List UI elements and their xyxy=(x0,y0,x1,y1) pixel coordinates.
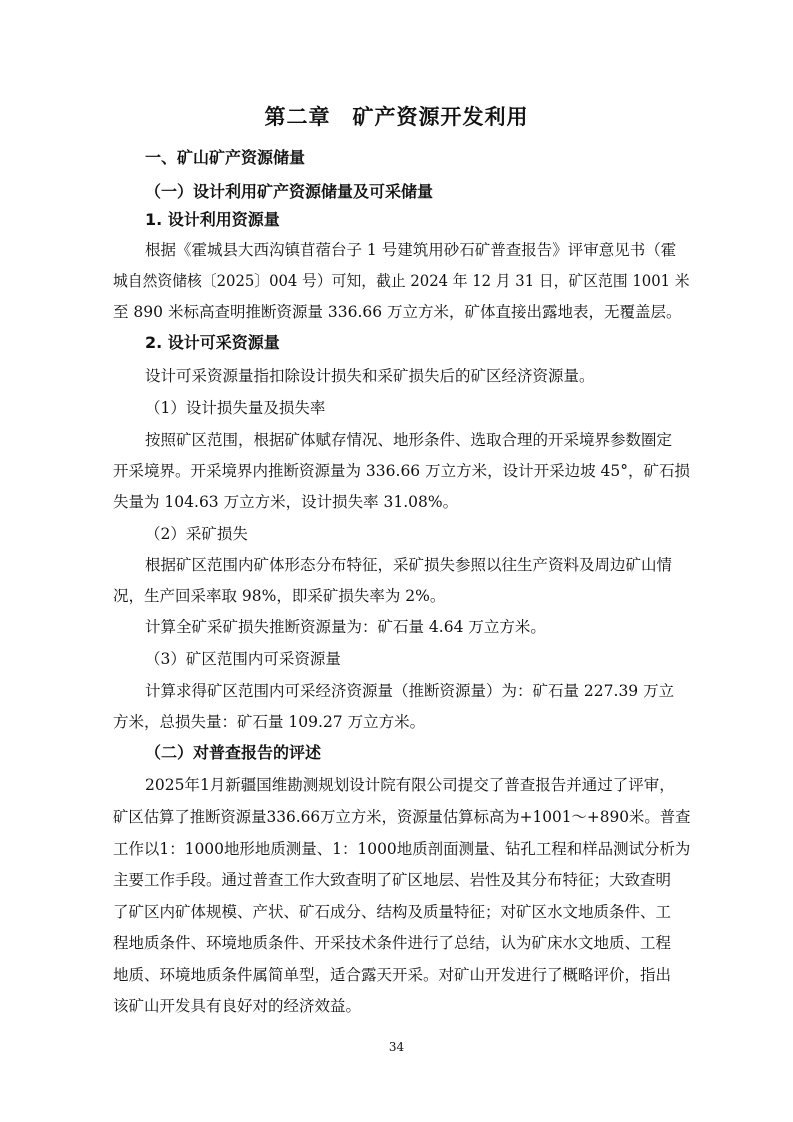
paragraph-line: 计算求得矿区范围内可采经济资源量（推断资源量）为：矿石量 227.39 万立 xyxy=(145,682,675,700)
item-title-mining-loss: （2）采矿损失 xyxy=(145,525,248,543)
paragraph-line: 况，生产回采率取 98%，即采矿损失率为 2%。 xyxy=(113,587,446,605)
section-heading-reserves: 一、矿山矿产资源储量 xyxy=(145,148,306,167)
paragraph-line: 2025年1月新疆国维勘测规划设计院有限公司提交了普查报告并通过了评审， xyxy=(145,776,675,794)
paragraph-line: 方米，总损失量：矿石量 109.27 万立方米。 xyxy=(113,713,426,731)
paragraph-line: 至 890 米标高查明推断资源量 336.66 万立方米，矿体直接出露地表，无覆盖层。 xyxy=(113,303,682,321)
paragraph-line: 设计可采资源量指扣除设计损失和采矿损失后的矿区经济资源量。 xyxy=(145,367,595,385)
heading-recoverable-resource: 2. 设计可采资源量 xyxy=(145,333,280,352)
paragraph-line: 主要工作手段。通过普查工作大致查明了矿区地层、岩性及其分布特征；大致查明 xyxy=(113,871,672,889)
page-number: 34 xyxy=(388,1040,405,1054)
paragraph-line: 城自然资储核〔2025〕004 号）可知，截止 2024 年 12 月 31 日，矿区范围 1001 米 xyxy=(113,272,690,290)
subsection-heading-review: （二）对普查报告的评述 xyxy=(145,743,322,762)
paragraph-line: 开采境界。开采境界内推断资源量为 336.66 万立方米，设计开采边坡 45°，矿石损 xyxy=(113,462,690,480)
paragraph-line: 矿区估算了推断资源量336.66万立方米，资源量估算标高为+1001～+890米。普查 xyxy=(113,808,691,826)
paragraph-line: 计算全矿采矿损失推断资源量为：矿石量 4.64 万立方米。 xyxy=(145,618,546,636)
heading-design-resource: 1. 设计利用资源量 xyxy=(145,210,280,229)
paragraph-line: 根据矿区范围内矿体形态分布特征，采矿损失参照以往生产资料及周边矿山情 xyxy=(145,556,673,574)
paragraph-line: 失量为 104.63 万立方米，设计损失率 31.08%。 xyxy=(113,493,459,511)
paragraph-line: 该矿山开发具有良好对的经济效益。 xyxy=(113,997,362,1015)
paragraph-line: 根据《霍城县大西沟镇苜蓿台子 1 号建筑用砂石矿普查报告》评审意见书（霍 xyxy=(145,241,677,259)
subsection-heading-design-utilization: （一）设计利用矿产资源储量及可采储量 xyxy=(145,182,434,201)
item-title-recoverable: （3）矿区范围内可采资源量 xyxy=(145,650,341,668)
paragraph-line: 了矿区内矿体规模、产状、矿石成分、结构及质量特征；对矿区水文地质条件、工 xyxy=(113,903,672,921)
paragraph-line: 程地质条件、环境地质条件、开采技术条件进行了总结，认为矿床水文地质、工程 xyxy=(113,934,672,952)
paragraph-line: 地质、环境地质条件属简单型，适合露天开采。对矿山开发进行了概略评价，指出 xyxy=(113,966,672,984)
chapter-title: 第二章 矿产资源开发利用 xyxy=(264,105,529,129)
paragraph-line: 工作以1：1000地形地质测量、1：1000地质剖面测量、钻孔工程和样品测试分析为 xyxy=(113,840,691,858)
paragraph-line: 按照矿区范围，根据矿体赋存情况、地形条件、选取合理的开采境界参数圈定 xyxy=(145,431,673,449)
item-title-design-loss: （1）设计损失量及损失率 xyxy=(145,399,326,417)
